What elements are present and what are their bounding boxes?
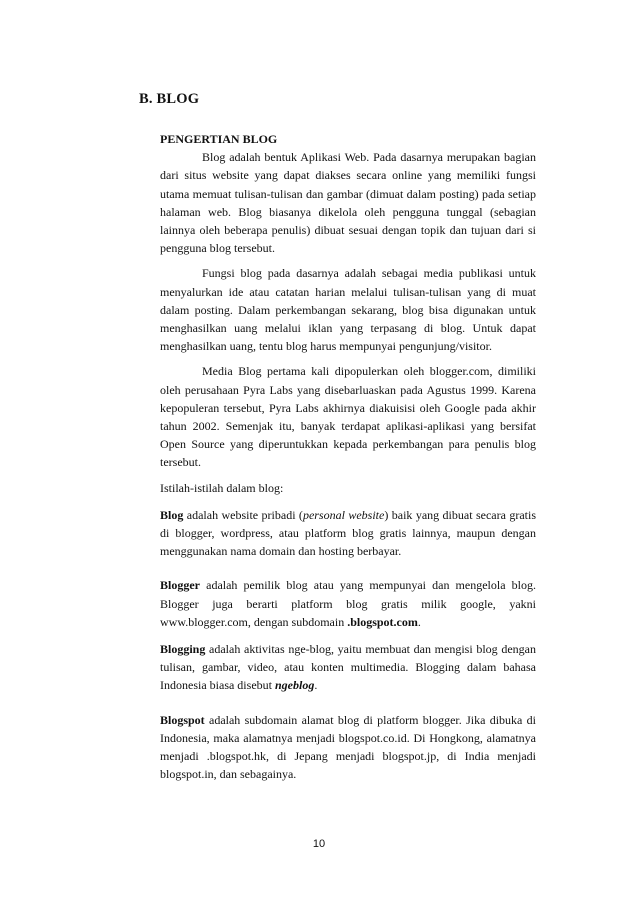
terms-intro: Istilah-istilah dalam blog:: [160, 480, 284, 495]
term-blogger-subdomain: .blogspot.com: [347, 614, 418, 629]
term-blogspot-label: Blogspot: [160, 712, 205, 727]
page-content: [160, 130, 536, 793]
term-blogspot: [160, 711, 536, 784]
term-blogger-label: Blogger: [160, 578, 200, 593]
term-blogging-em: ngeblog: [274, 678, 315, 693]
term-blogging: [160, 640, 536, 695]
term-blogspot-text-1: adalah subdomain alamat blog di platform blogger. Jika dibuka di Indonesia, maka alamatnya menjadi blogspot.co.id. Di Hongkong, alamatnya menjadi .blogspot.hk, di Jepang menjadi blogspot.jp, di India menjadi blogspot.in, dan sebagainya.: [160, 712, 536, 782]
term-blogging-label: Blogging: [160, 642, 206, 657]
term-blogger-text-1: adalah pemilik blog atau yang mempunyai dan mengelola blog. Blogger juga berarti platform blog gratis milik google, yakni www.blogger.com, dengan subdomain: [160, 578, 536, 629]
subheading: PENGERTIAN BLOG: [160, 132, 278, 146]
section-title: B. BLOG: [139, 91, 200, 107]
term-blog-text-1: adalah website pribadi (: [183, 507, 303, 522]
term-blog: [160, 506, 536, 561]
term-blog-italic: personal website: [302, 507, 385, 522]
paragraph-definition: Blog adalah bentuk Aplikasi Web. Pada dasarnya merupakan bagian dari situs website yang dapat diakses secara online yang memiliki fungsi utama memuat tulisan-tulisan dan gambar (dimuat dalam posting) pada setiap halaman web. Blog biasanya dikelola oleh pengguna tunggal (sebagian lainnya oleh beberapa penulis) dibuat sesuai dengan topik dan tujuan dari si pengguna blog tersebut.: [160, 150, 536, 256]
paragraph-history: Media Blog pertama kali dipopulerkan oleh blogger.com, dimiliki oleh perusahaan Pyra Labs yang disebarluaskan pada Agustus 1999. Karena kepopuleran tersebut, Pyra Labs akhirnya diakuisisi oleh Google pada akhir tahun 2002. Semenjak itu, banyak terdapat aplikasi-aplikasi yang bersifat Open Source yang diperuntukkan kepada perkembangan para penulis blog tersebut.: [160, 364, 536, 470]
term-blogging-text-2: .: [314, 678, 318, 693]
term-blogger-text-2: .: [417, 614, 421, 629]
term-blogging-text-1: adalah aktivitas nge-blog, yaitu membuat dan mengisi blog dengan tulisan, gambar, video, atau konten multimedia. Blogging dalam bahasa Indonesia biasa disebut: [160, 642, 536, 693]
term-blogger: [160, 576, 536, 631]
page-number: 10: [312, 838, 326, 850]
paragraph-function: Fungsi blog pada dasarnya adalah sebagai media publikasi untuk menyalurkan ide atau catatan harian melalui tulisan-tulisan yang di muat dalam posting. Dalam perkembangan sekarang, blog bisa digunakan untuk menghasilkan uang melalui iklan yang terpasang di blog. Untuk dapat menghasilkan uang, tentu blog harus mempunyai pengunjung/visitor.: [160, 266, 536, 354]
term-blog-label: Blog: [160, 507, 184, 522]
term-blog-text-2: ) baik yang dibuat secara gratis di blogger, wordpress, atau platform blog gratis lainnya, maupun dengan menggunakan nama domain dan hosting berbayar.: [160, 507, 536, 559]
